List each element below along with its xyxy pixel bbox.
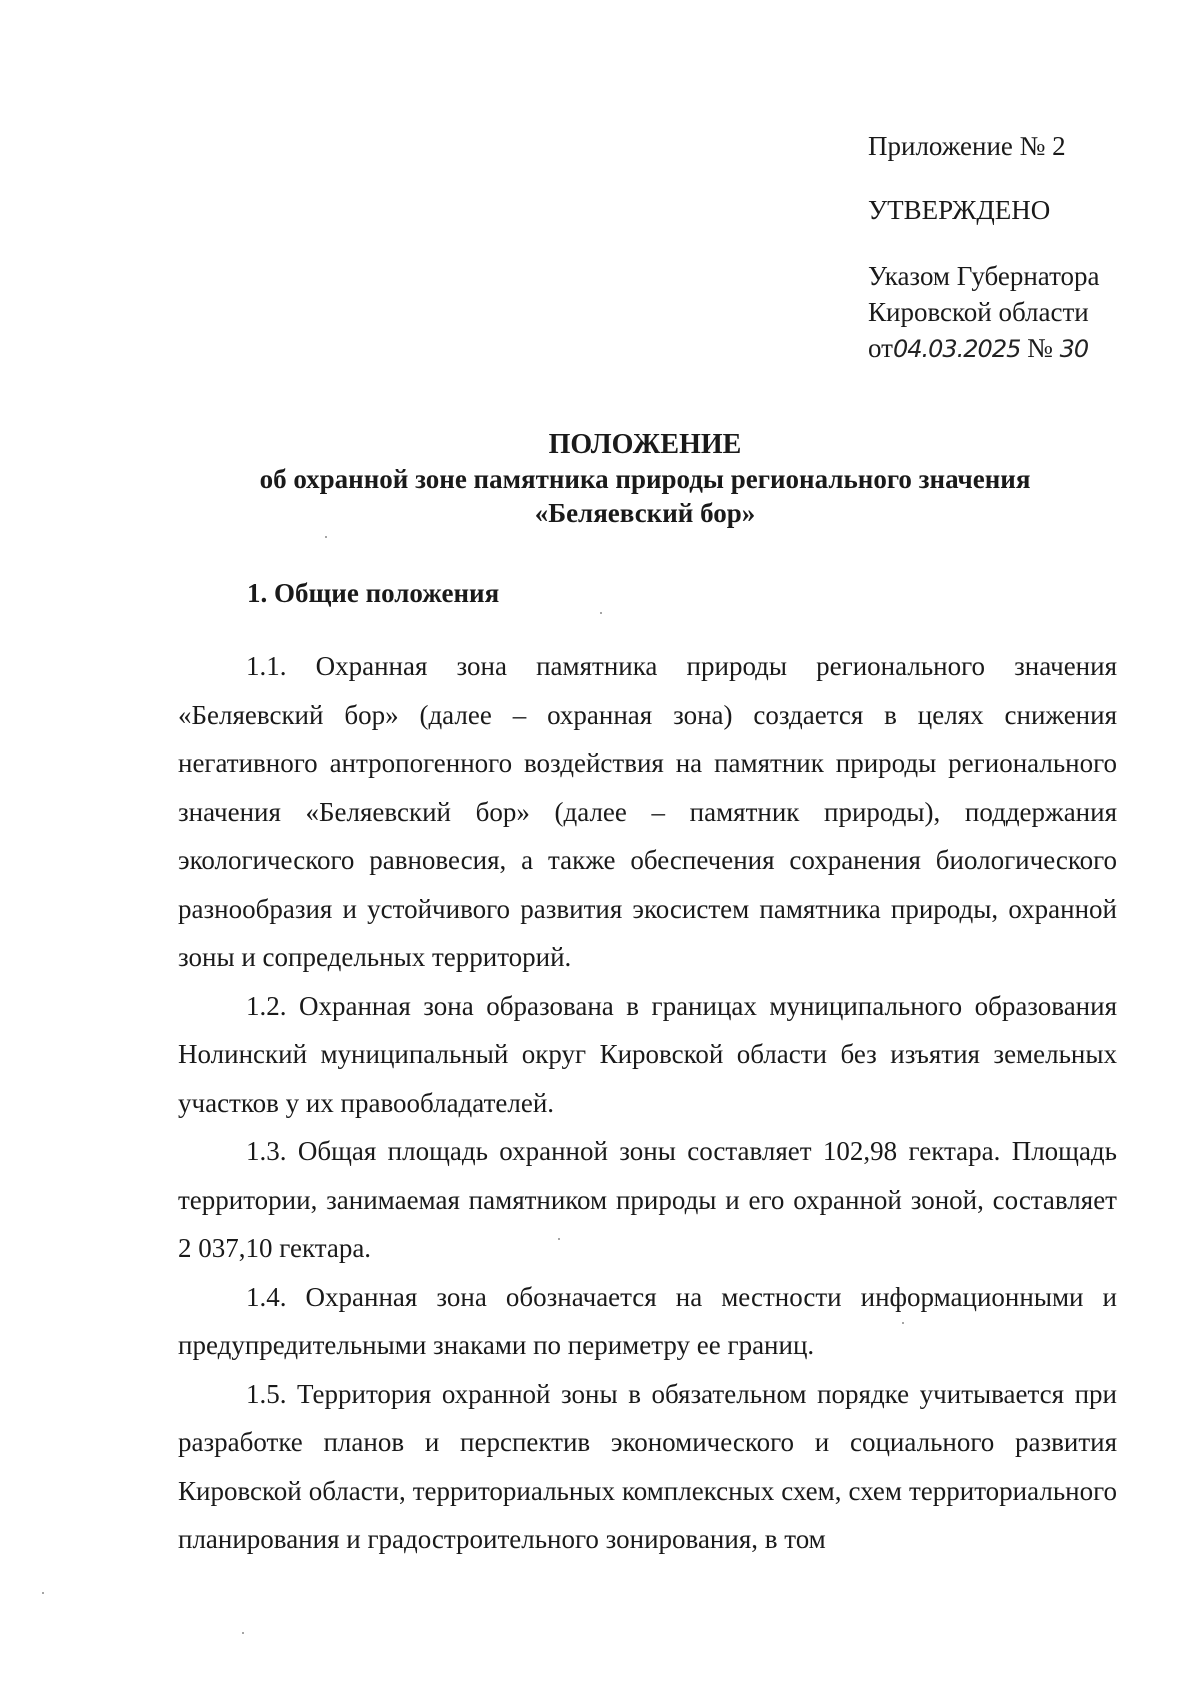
scan-speck <box>558 1238 560 1240</box>
approved-label: УТВЕРЖДЕНО <box>868 195 1051 225</box>
number-prefix: № <box>1020 333 1060 363</box>
paragraph-1-4: 1.4. Охранная зона обозначается на местности информационными и предупредительными знаками по периметру ее границ. <box>178 1281 1117 1360</box>
scan-speck <box>600 612 602 614</box>
appendix-label: Приложение № 2 <box>868 131 1066 161</box>
paragraph-1-3: 1.3. Общая площадь охранной зоны составляет 102,98 гектара. Площадь территории, занимаемая памятником природы и его охранной зоной, составляет 2 037,10 гектара. <box>178 1136 1117 1263</box>
decree-line-1: Указом Губернатора <box>868 261 1100 291</box>
section-body <box>178 642 1117 1564</box>
paragraph-1-2: 1.2. Охранная зона образована в границах муниципального образования Нолинский муниципальный округ Кировской области без изъятия земельных участков у их правообладателей. <box>178 990 1117 1118</box>
scan-speck <box>902 1322 904 1324</box>
scan-speck <box>242 1632 244 1634</box>
document-object-name: «Беляевский бор» <box>534 498 756 528</box>
decree-line-2: Кировской области <box>868 297 1089 327</box>
date-prefix: от <box>868 333 893 363</box>
handwritten-date: 04.03.2025 <box>892 335 1021 363</box>
document-title: ПОЛОЖЕНИЕ <box>548 429 742 460</box>
approval-block <box>868 128 1100 367</box>
document-subtitle: об охранной зоне памятника природы регионального значения <box>259 464 1031 494</box>
paragraph-1-1: 1.1. Охранная зона памятника природы регионального значения «Беляевский бор» (далее – охранная зона) создается в целях снижения негативного антропогенного воздействия на памятник природы регионального значения «Беляевский бор» (далее – памятник природы), поддержания экологического равновесия, а также обеспечения сохранения биологического разнообразия и устойчивого развития экосистем памятника природы, охранной зоны и сопредельных территорий. <box>178 651 1117 972</box>
document-title-block <box>180 428 1110 530</box>
handwritten-number: 30 <box>1059 335 1089 363</box>
section-heading: 1. Общие положения <box>247 578 500 608</box>
decree-date-line <box>868 330 1100 367</box>
scan-speck <box>325 536 327 538</box>
paragraph-1-5: 1.5. Территория охранной зоны в обязательном порядке учитывается при разработке планов и перспектив экономического и социального развития Кировской области, территориальных комплексных схем, схем территориального планирования и градостроительного зонирования, в том <box>178 1378 1117 1554</box>
scan-speck <box>42 1592 44 1594</box>
